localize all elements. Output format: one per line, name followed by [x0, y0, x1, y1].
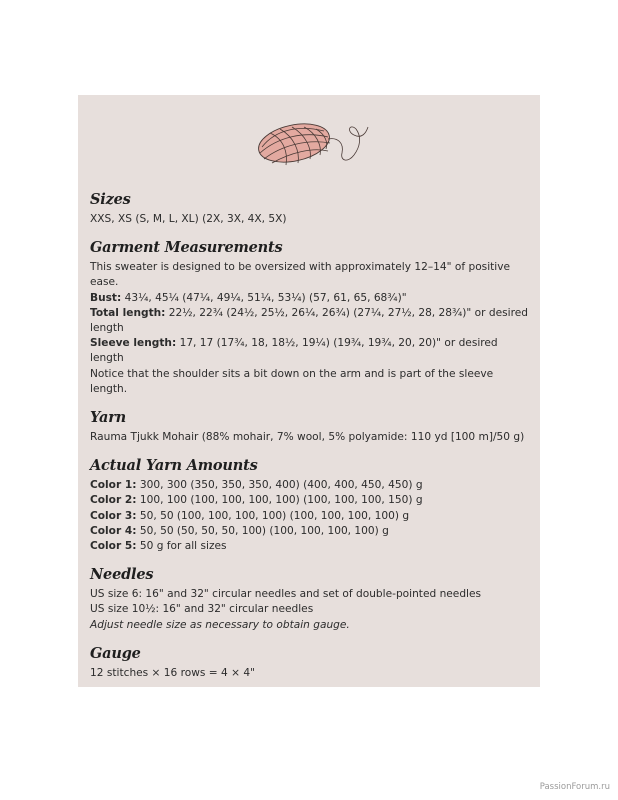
- color-row: [90, 478, 532, 493]
- length-label: Total length:: [90, 306, 166, 319]
- color-row: [90, 524, 532, 539]
- color-value: 50 g for all sizes: [139, 540, 227, 553]
- needles-heading: Needles: [90, 566, 154, 584]
- sleeve-label: Sleeve length:: [90, 337, 177, 350]
- yarn-amounts-section: [90, 457, 532, 554]
- color-row: [90, 509, 532, 524]
- measurements-heading: Garment Measurements: [90, 239, 283, 257]
- length-line: [90, 306, 532, 336]
- bust-label: Bust:: [90, 291, 122, 304]
- color-value: 50, 50 (50, 50, 50, 100) (100, 100, 100, 100) g: [139, 524, 389, 537]
- shoulder-note: Notice that the shoulder sits a bit down on the arm and is part of the sleeve length.: [90, 367, 494, 395]
- sizes-section: [90, 191, 532, 227]
- yarn-amounts-heading: Actual Yarn Amounts: [90, 457, 258, 475]
- gauge-text: 12 stitches × 16 rows = 4 × 4": [90, 666, 256, 679]
- needles-section: [90, 566, 532, 633]
- bust-value: 43¼, 45¼ (47¼, 49¼, 51¼, 53¼) (57, 61, 65, 68¾)": [124, 291, 407, 304]
- gauge-heading: Gauge: [90, 644, 141, 662]
- sleeve-line: [90, 336, 532, 366]
- sleeve-value: 17, 17 (17¾, 18, 18½, 19¼) (19¾, 19¾, 20, 20)" or desired length: [90, 337, 498, 365]
- color-label: Color 3:: [90, 509, 137, 522]
- needles-line-1: US size 6: 16" and 32" circular needles and set of double-pointed needles: [90, 588, 482, 601]
- measurements-section: [90, 239, 532, 397]
- color-row: [90, 493, 532, 508]
- measurements-intro: This sweater is designed to be oversized with approximately 12–14" of positive ease.: [90, 261, 511, 289]
- color-row: [90, 539, 532, 554]
- needles-note: Adjust needle size as necessary to obtain gauge.: [90, 618, 350, 631]
- yarn-text: Rauma Tjukk Mohair (88% mohair, 7% wool, 5% polyamide: 110 yd [100 m]/50 g): [90, 431, 525, 444]
- color-value: 100, 100 (100, 100, 100, 100) (100, 100, 100, 150) g: [139, 494, 423, 507]
- needles-line-2: US size 10½: 16" and 32" circular needles: [90, 603, 314, 616]
- color-value: 50, 50 (100, 100, 100, 100) (100, 100, 100, 100) g: [139, 509, 410, 522]
- color-label: Color 1:: [90, 479, 137, 492]
- yarn-heading: Yarn: [90, 409, 127, 427]
- length-value: 22½, 22¾ (24½, 25½, 26¼, 26¾) (27¼, 27½, 28, 28¾)" or desired length: [90, 306, 528, 335]
- sizes-heading: Sizes: [90, 191, 131, 208]
- bust-line: [90, 291, 532, 306]
- watermark: PassionForum.ru: [539, 782, 610, 792]
- sizes-text: XXS, XS (S, M, L, XL) (2X, 3X, 4X, 5X): [90, 213, 287, 225]
- color-label: Color 2:: [90, 494, 137, 507]
- yarn-skein-icon: [250, 109, 378, 173]
- pattern-info-panel: [78, 95, 540, 687]
- color-label: Color 4:: [90, 524, 137, 537]
- yarn-section: [90, 409, 532, 445]
- pattern-content: [90, 191, 532, 693]
- color-value: 300, 300 (350, 350, 350, 400) (400, 400, 450, 450) g: [139, 479, 423, 492]
- color-label: Color 5:: [90, 540, 137, 553]
- gauge-section: [90, 645, 532, 681]
